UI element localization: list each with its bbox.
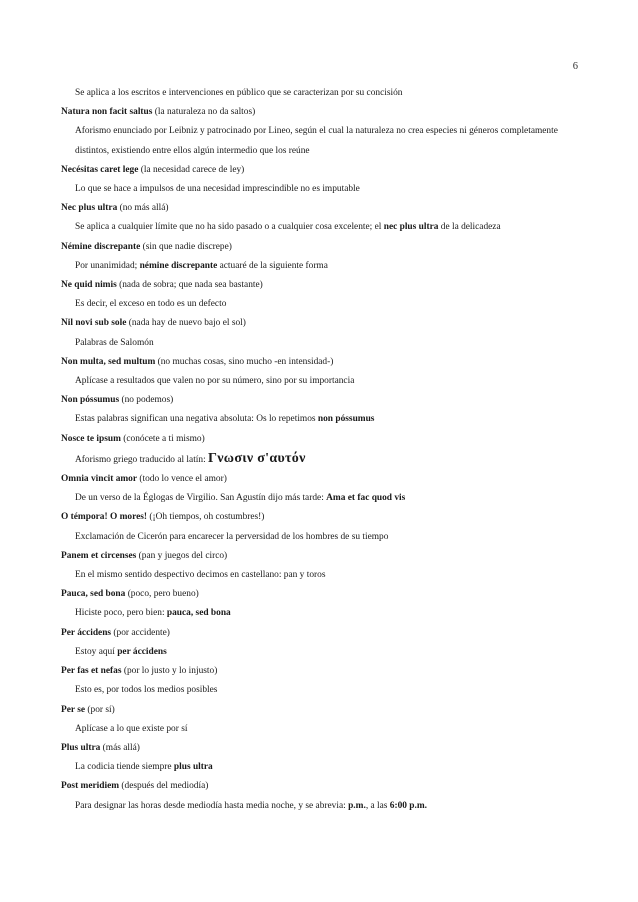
definition-line (61, 449, 581, 470)
line-text: (conócete a ti mismo) (120, 433, 205, 444)
line-text: Estas palabras significan una negativa absoluta: Os lo repetimos (75, 414, 318, 425)
latin-term: Non multa, sed multum (61, 356, 156, 367)
latin-term: némine discrepante (139, 260, 218, 271)
definition-line (61, 720, 581, 739)
latin-term: per áccidens (117, 646, 167, 657)
term-line (61, 103, 581, 122)
latin-term: Ama et fac quod vis (326, 493, 406, 504)
line-text: (no muchas cosas, sino mucho -en intensidad-) (155, 356, 334, 367)
latin-term: Panem et circenses (61, 550, 137, 561)
line-text: Aplícase a lo que existe por sí (75, 723, 188, 734)
latin-term: Non póssumus (61, 395, 120, 406)
term-line (61, 777, 581, 796)
line-text: (más allá) (100, 742, 140, 753)
latin-term: Post meridiem (61, 781, 120, 792)
definition-line (61, 372, 581, 391)
line-text: (no más allá) (117, 203, 169, 214)
line-text: (nada hay de nuevo bajo el sol) (126, 318, 246, 329)
line-text: La codicia tiende siempre (75, 762, 174, 773)
line-text: Hiciste poco, pero bien: (75, 608, 167, 619)
definition-line (61, 643, 581, 662)
line-text: Lo que se hace a impulsos de una necesidad imprescindible no es imputable (75, 184, 360, 195)
latin-term: 6:00 p.m. (389, 800, 428, 811)
latin-term: non póssumus (317, 414, 375, 425)
term-line (61, 238, 581, 257)
definition-line (61, 334, 581, 353)
line-text: de la delicadeza (438, 222, 501, 233)
line-text: (no podemos) (119, 395, 174, 406)
term-line (61, 161, 581, 180)
line-text: Estoy aquí (75, 646, 118, 657)
definition-line (61, 528, 581, 547)
line-text: (por sí) (85, 704, 115, 715)
latin-term: Nosce te ipsum (61, 433, 121, 444)
latin-term: Natura non facit saltus (61, 107, 153, 118)
latin-term: Plus ultra (61, 742, 101, 753)
latin-term: Ne quid nimis (61, 280, 117, 291)
latin-term: plus ultra (173, 762, 213, 773)
definition-line (61, 566, 581, 585)
latin-term: Nec plus ultra (61, 203, 118, 214)
line-text: (después del mediodía) (119, 781, 209, 792)
line-text: Para designar las horas desde mediodía hasta media noche, y se abrevia: (75, 800, 349, 811)
definition-line (61, 257, 581, 276)
term-line (61, 547, 581, 566)
line-text: (pan y juegos del circo) (136, 550, 228, 561)
definition-line (61, 681, 581, 700)
definition-line (61, 122, 581, 141)
term-line (61, 701, 581, 720)
term-line (61, 739, 581, 758)
page-number: 6 (572, 61, 578, 72)
document-body (61, 84, 581, 816)
term-line (61, 199, 581, 218)
line-text: (la naturaleza no da saltos) (152, 107, 256, 118)
line-text: Palabras de Salomón (75, 337, 154, 348)
line-text: Es decir, el exceso en todo es un defecto (75, 299, 227, 310)
definition-line (61, 758, 581, 777)
line-text: (nada de sobra; que nada sea bastante) (116, 280, 263, 291)
latin-term: Pauca, sed bona (61, 589, 126, 600)
definition-line (61, 142, 581, 161)
latin-term: Omnia vincit amor (61, 474, 138, 485)
line-text: Exclamación de Cicerón para encarecer la perversidad de los hombres de su tiempo (75, 531, 389, 542)
latin-term: O témpora! O mores! (61, 512, 147, 523)
line-text: (todo lo vence el amor) (137, 474, 227, 485)
latin-term: p.m. (348, 800, 366, 811)
latin-term: Necésitas caret lege (61, 164, 139, 175)
definition-line (61, 604, 581, 623)
line-text: distintos, existiendo entre ellos algún intermedio que los reúne (75, 145, 310, 156)
line-text: (por lo justo y lo injusto) (121, 666, 218, 677)
latin-term: pauca, sed bona (166, 608, 231, 619)
term-line (61, 314, 581, 333)
line-text: Se aplica a los escritos e intervenciones en público que se caracterizan por su concisión (75, 88, 403, 98)
line-text: De un verso de la Églogas de Virgilio. San Agustín dijo más tarde: (75, 493, 327, 504)
latin-term: Nil novi sub sole (61, 318, 127, 329)
term-line (61, 470, 581, 489)
term-line (61, 508, 581, 527)
definition-line (61, 218, 581, 237)
line-text: Aforismo enunciado por Leibniz y patrocinado por Lineo, según el cual la naturaleza no crea especies ni géneros completamente (75, 126, 558, 137)
definition-line (61, 180, 581, 199)
line-text: (poco, pero bueno) (125, 589, 199, 600)
line-text: actuaré de la siguiente forma (217, 260, 328, 271)
term-line (61, 276, 581, 295)
line-text: Aforismo griego traducido al latín: (75, 454, 209, 465)
latin-term: Per fas et nefas (61, 666, 122, 677)
definition-line (61, 295, 581, 314)
line-text: Se aplica a cualquier límite que no ha sido pasado o a cualquier cosa excelente; el (75, 222, 384, 233)
term-line (61, 585, 581, 604)
term-line (61, 353, 581, 372)
definition-line (61, 410, 581, 429)
term-line (61, 391, 581, 410)
line-text: En el mismo sentido despectivo decimos en castellano: pan y toros (75, 570, 326, 581)
line-text: Esto es, por todos los medios posibles (75, 685, 218, 696)
term-line (61, 624, 581, 643)
definition-line (61, 84, 581, 103)
line-text: Por unanimidad; (75, 260, 140, 271)
term-line (61, 430, 581, 449)
greek-text: Γνωσιν σ'αυτόν (208, 450, 306, 466)
line-text: (por accidente) (111, 627, 170, 638)
line-text: (¡Oh tiempos, oh costumbres!) (147, 512, 265, 523)
term-line (61, 662, 581, 681)
line-text: , a las (365, 800, 390, 811)
line-text: (sin que nadie discrepe) (140, 241, 232, 252)
line-text: (la necesidad carece de ley) (138, 164, 245, 175)
latin-term: Per áccidens (61, 627, 112, 638)
definition-line (61, 489, 581, 508)
line-text: Aplícase a resultados que valen no por su número, sino por su importancia (75, 376, 355, 387)
latin-term: Némine discrepante (61, 241, 141, 252)
latin-term: nec plus ultra (383, 222, 439, 233)
definition-line (61, 797, 581, 816)
latin-term: Per se (61, 704, 86, 715)
